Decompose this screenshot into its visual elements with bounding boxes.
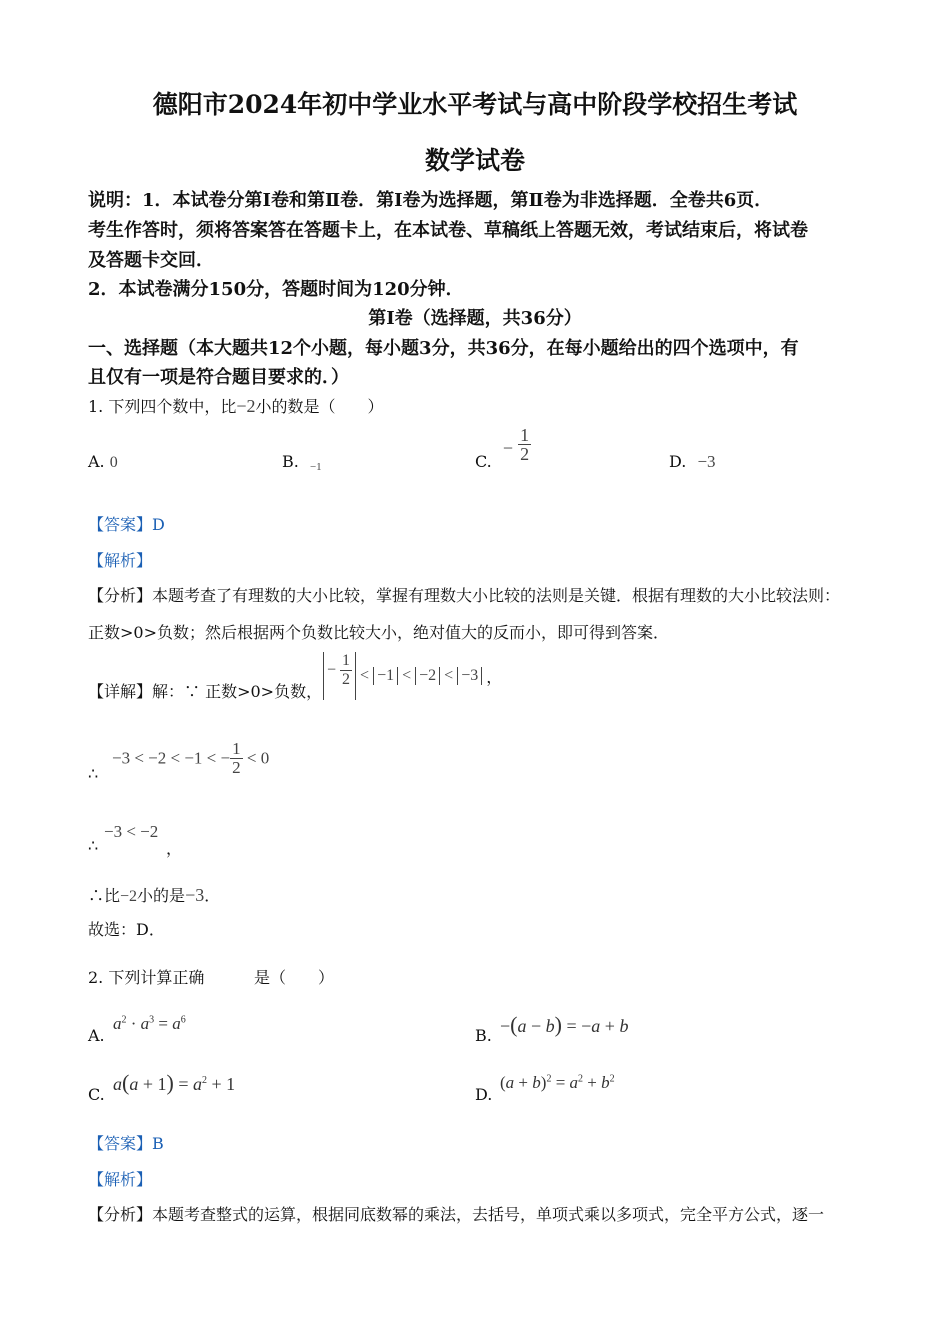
exam-subtitle: 数学试卷 bbox=[424, 146, 525, 175]
section-heading-line-2: 且仅有一项是符合题目要求的．） bbox=[88, 367, 349, 388]
option-value: −1 bbox=[309, 461, 322, 473]
chain-fraction bbox=[230, 740, 243, 777]
conclusion-math-2: −3 bbox=[185, 885, 205, 905]
q1-analysis-line-1: 【分析】本题考查了有理数的大小比较，掌握有理数大小比较的法则是关键．根据有理数的大小比较法则： bbox=[88, 586, 841, 605]
therefore-symbol: ∴ bbox=[88, 764, 99, 783]
conclusion-mid: 小的是 bbox=[137, 886, 186, 905]
instructions-line-4: 2．本试卷满分150分，答题时间为120分钟． bbox=[88, 279, 464, 300]
option-fraction bbox=[518, 426, 531, 463]
q1-choose: 故选：D． bbox=[88, 920, 165, 939]
q1-option-a bbox=[88, 452, 118, 472]
therefore-symbol: ∴ bbox=[88, 836, 99, 855]
q2-analysis-tag: 【解析】 bbox=[88, 1170, 153, 1189]
conclusion-math-1: −2 bbox=[120, 888, 138, 905]
fraction-numerator: 1 bbox=[232, 739, 241, 758]
q1-step-2: −3 < −2 bbox=[104, 822, 159, 841]
q1-stem bbox=[88, 394, 384, 417]
comma: ， bbox=[486, 667, 503, 687]
q2-option-d-expr: $(a + b)^2 = a^2 + b^2$ bbox=[500, 1073, 615, 1092]
fraction-denominator: 2 bbox=[520, 444, 530, 464]
abs-value-d: −3 bbox=[457, 667, 482, 685]
fraction-denominator: 2 bbox=[342, 671, 351, 688]
fraction-denominator: 2 bbox=[232, 758, 241, 777]
q2-answer: 【答案】B bbox=[88, 1134, 164, 1153]
instructions-line-2: 考生作答时，须将答案答在答题卡上，在本试卷、草稿纸上答题无效，考试结束后，将试卷 bbox=[88, 220, 808, 241]
part-title: 第Ⅰ卷（选择题，共36分） bbox=[368, 308, 582, 329]
q2-stem-prefix: 2. 下列计算正确 bbox=[88, 968, 205, 987]
q1-answer: 【答案】D bbox=[88, 515, 165, 534]
q2-option-b-label: B. bbox=[475, 1026, 492, 1045]
abs-value-c: −2 bbox=[415, 667, 440, 685]
abs-value-b: −1 bbox=[373, 667, 398, 685]
q1-option-c bbox=[475, 426, 531, 471]
q1-stem-math: −2 bbox=[236, 396, 256, 416]
q1-conclusion bbox=[88, 883, 220, 906]
q1-analysis-tag: 【解析】 bbox=[88, 551, 153, 570]
comma: ， bbox=[166, 839, 183, 858]
fraction-numerator: 1 bbox=[520, 425, 530, 445]
q1-option-b bbox=[282, 452, 322, 471]
q2-stem-suffix: 是（ ） bbox=[254, 968, 335, 987]
less-than: < bbox=[444, 667, 454, 684]
option-label: B. bbox=[282, 452, 299, 471]
q1-inequality-chain bbox=[112, 740, 269, 777]
conclusion-prefix: ∴比 bbox=[88, 886, 121, 905]
q1-analysis-line-2: 正数>0>负数；然后根据两个负数比较大小，绝对值大的反而小，即可得到答案． bbox=[88, 623, 669, 642]
chain-left: −3 < −2 < −1 < − bbox=[112, 748, 231, 768]
exam-title: 德阳市2024年初中学业水平考试与高中阶段学校招生考试 bbox=[152, 90, 798, 119]
option-value: −3 bbox=[697, 452, 716, 471]
instructions-line-3: 及答题卡交回． bbox=[88, 250, 214, 271]
q2-option-c-label: C. bbox=[88, 1085, 105, 1104]
section-heading-line-1: 一、选择题（本大题共12个小题，每小题3分，共36分，在每小题给出的四个选项中，有 bbox=[88, 338, 799, 359]
option-label: C. bbox=[475, 452, 492, 471]
abs-frac bbox=[323, 652, 356, 700]
q2-option-c-expr: $a(a + 1) = a^2 + 1$ bbox=[113, 1070, 236, 1095]
q1-stem-suffix: 小的数是（ ） bbox=[255, 397, 384, 416]
q2-analysis-line-1: 【分析】本题考查整式的运算，根据同底数幂的乘法，去括号，单项式乘以多项式，完全平方公式，逐一 bbox=[88, 1205, 825, 1224]
q2-option-b-expr: −(a − b) = −a + b bbox=[500, 1012, 629, 1037]
q1-stem-prefix: 1. 下列四个数中，比 bbox=[88, 397, 237, 416]
less-than: < bbox=[360, 667, 370, 684]
q1-detail-prefix: 【详解】解：∵ 正数>0>负数， bbox=[88, 682, 323, 701]
abs-fraction bbox=[340, 652, 352, 689]
abs-sign: − bbox=[327, 661, 337, 679]
q2-option-d-label: D. bbox=[475, 1085, 493, 1104]
option-sign: − bbox=[502, 438, 514, 458]
q1-option-d bbox=[669, 452, 716, 472]
q2-option-a-label: A. bbox=[88, 1026, 105, 1045]
q1-detail-abs-chain bbox=[323, 652, 502, 700]
conclusion-end: ． bbox=[204, 886, 221, 905]
q2-option-a-expr: $a^2 \cdot a^3 = a^6$ bbox=[113, 1014, 186, 1033]
instructions-line-1: 说明：1．本试卷分第Ⅰ卷和第Ⅱ卷．第Ⅰ卷为选择题，第Ⅱ卷为非选择题．全卷共6页． bbox=[88, 190, 773, 211]
option-value: 0 bbox=[109, 454, 118, 471]
fraction-numerator: 1 bbox=[342, 652, 351, 669]
option-label: A. bbox=[88, 452, 105, 471]
less-than: < bbox=[402, 667, 412, 684]
option-label: D. bbox=[669, 452, 687, 471]
chain-right: < 0 bbox=[246, 748, 270, 768]
